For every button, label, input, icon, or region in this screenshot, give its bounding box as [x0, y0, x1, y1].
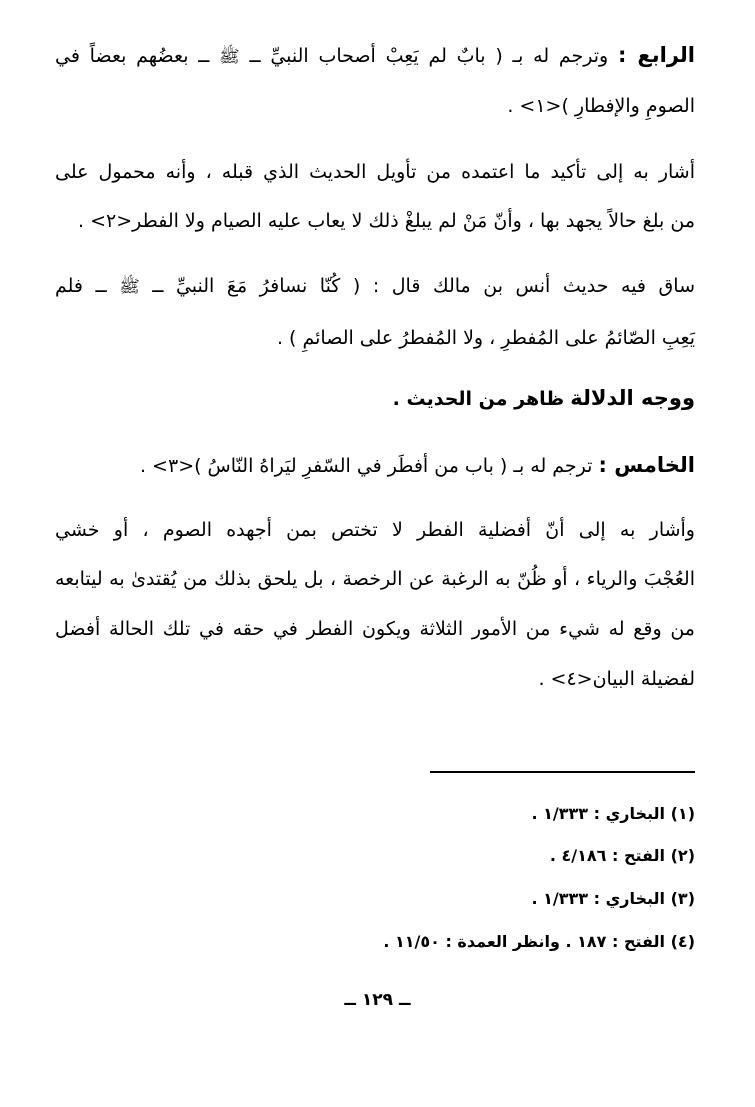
fifth-explain-line-3: من وقع له شيء من الأمور الثلاثة ويكون الفطر في حقه في تلك الحالة أفضل [55, 618, 695, 640]
footnote-2: (٢) الفتح : ٤/١٨٦ . [549, 846, 695, 865]
fifth-explain-line-4: لفضيلة البيان<٤> . [538, 668, 695, 690]
fourth-explain-line-2: من بلغ حالاً يجهد بها ، وأنّ مَنْ لم يبلغْ ذلك لا يعاب عليه الصيام ولا الفطر<٢> . [78, 210, 695, 232]
section-fourth-line-1 [55, 40, 695, 72]
page-number: ــ ١٢٩ ــ [344, 990, 411, 1010]
section-fourth-label: الرابع : [617, 43, 695, 67]
footnote-4: (٤) الفتح : ١٨٧ . وانظر العمدة : ١١/٥٠ . [383, 932, 695, 951]
indication-rest: ظاهر من الحديث . [392, 388, 565, 410]
salutation-symbol: ﷺ [119, 277, 140, 297]
section-fourth-title-b: ــ بعضُهم بعضاً في [55, 45, 210, 67]
section-fourth-title-a: وترجم له بـ ( بابٌ لم يَعِبْ أصحاب النبيِّ ــ [249, 45, 609, 67]
section-fifth-line [55, 450, 695, 481]
salutation-symbol: ﷺ [219, 47, 240, 67]
fifth-explain-line-1: وأشار به إلى أنّ أفضلية الفطر لا تختص بمن أجهده الصوم ، أو خشي [55, 519, 695, 541]
section-fifth-title: ترجم له بـ ( باب من أفطَر في السّفرِ ليَراهُ النّاسُ )<٣> . [139, 455, 593, 477]
section-fifth-label: الخامس : [598, 453, 695, 477]
fifth-explain-line-2: العُجْبَ والرياء ، أو ظُنّ به الرغبة عن الرخصة ، بل يلحق بذلك من يُقتدىٰ به ليتابعه [55, 568, 695, 590]
indication-line [55, 383, 695, 414]
hadith-line-1 [55, 271, 695, 302]
hadith-line-2: يَعِبِ الصّائمُ على المُفطرِ ، ولا المُفطرُ على الصائمِ ) . [276, 327, 695, 349]
indication-heading: ووجه الدلالة [570, 386, 695, 410]
footnote-1: (١) البخاري : ١/٣٣٣ . [531, 804, 695, 823]
hadith-text-a: ساق فيه حديث أنس بن مالك قال : ( كُنّا نسافرُ مَعَ النبيِّ ــ [152, 275, 695, 297]
footnote-3: (٣) البخاري : ١/٣٣٣ . [531, 889, 695, 908]
section-fourth-line-2: الصومِ والإفطارِ )<١> . [507, 95, 695, 117]
fourth-explain-line-1: أشار به إلى تأكيد ما اعتمده من تأويل الحديث الذي قبله ، وأنه محمول على [55, 161, 695, 183]
footnote-separator [430, 771, 695, 773]
hadith-text-b: ــ فلم [55, 275, 107, 297]
